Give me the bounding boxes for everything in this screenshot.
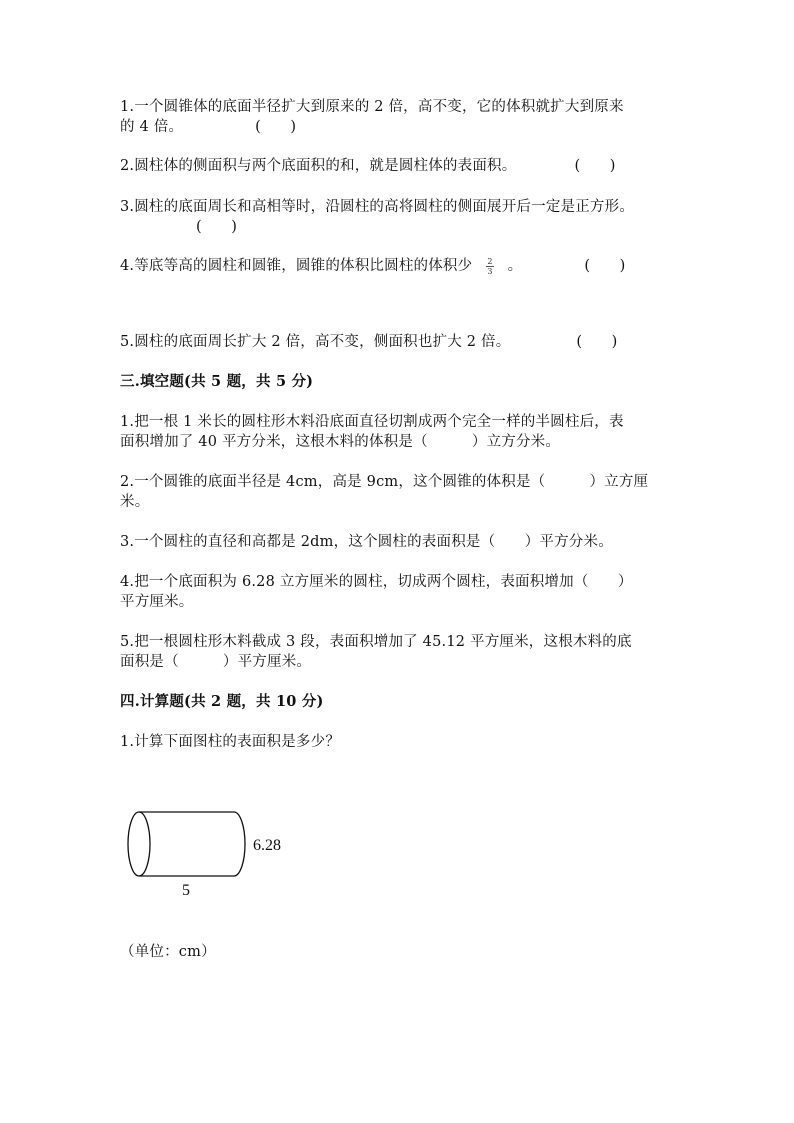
cylinder-figure [118,800,318,910]
judge-q3-text: 3.圆柱的底面周长和高相等时，沿圆柱的高将圆柱的侧面展开后一定是正方形。 [120,199,635,215]
judge-q5 [120,332,618,352]
judge-q4-answer-blank[interactable]: ( ) [584,258,626,274]
judge-q1-text: 的 4 倍。 [120,119,184,135]
fraction-numerator: 2 [487,256,493,266]
judge-q1-line2 [120,117,296,137]
fill-q4-line2: 平方厘米。 [120,594,194,610]
length-label: 5 [182,882,190,899]
fill-q1-line2: 面积增加了 40 平方分米，这根木料的体积是（ ）立方分米。 [120,434,561,450]
judge-q3-answer-blank[interactable]: ( ) [196,219,238,235]
fill-q4-line1: 4.把一个底面积为 6.28 立方厘米的圆柱，切成两个圆柱，表面积增加（ ） [120,574,633,590]
judge-q4-text: 4.等底等高的圆柱和圆锥，圆锥的体积比圆柱的体积少 [120,258,473,274]
cylinder-right-end [234,812,245,876]
fill-q5-line1: 5.把一根圆柱形木料截成 3 段，表面积增加了 45.12 平方厘米，这根木料的底 [120,634,632,650]
fraction-denominator: 3 [487,266,493,276]
judge-q5-answer-blank[interactable]: ( ) [576,334,618,350]
cylinder-left-end [128,812,150,876]
calc-q1-text: 1.计算下面图柱的表面积是多少？ [120,734,341,750]
fill-q5-line2: 面积是（ ）平方厘米。 [120,654,312,670]
judge-q2-text: 2.圆柱体的侧面积与两个底面积的和，就是圆柱体的表面积。 [120,158,517,174]
judge-q1-answer-blank[interactable]: ( ) [255,119,297,135]
judge-q4-suffix: 。 [507,258,523,274]
diameter-label: 6.28 [253,837,281,854]
fill-section-heading: 三.填空题(共 5 题，共 5 分) [120,373,314,390]
judge-q2 [120,156,616,176]
judge-q5-text: 5.圆柱的底面周长扩大 2 倍，高不变，侧面积也扩大 2 倍。 [120,334,511,350]
unit-note: （单位：cm） [120,944,216,960]
fill-q1-line1: 1.把一根 1 米长的圆柱形木料沿底面直径切割成两个完全一样的半圆柱后，表 [120,414,624,430]
fill-q2-line1: 2.一个圆锥的底面半径是 4cm，高是 9cm，这个圆锥的体积是（ ）立方厘 [120,474,649,490]
judge-q1-line1: 1.一个圆锥体的底面半径扩大到原来的 2 倍，高不变，它的体积就扩大到原来 [120,99,624,115]
judge-q4-fraction [486,257,493,276]
fill-q3-text: 3.一个圆柱的直径和高都是 2dm，这个圆柱的表面积是（ ）平方分米。 [120,534,613,550]
judge-q4 [120,256,625,276]
judge-q2-answer-blank[interactable]: ( ) [574,158,616,174]
calc-section-heading: 四.计算题(共 2 题，共 10 分) [120,693,324,710]
fill-q2-line2: 米。 [120,494,150,510]
